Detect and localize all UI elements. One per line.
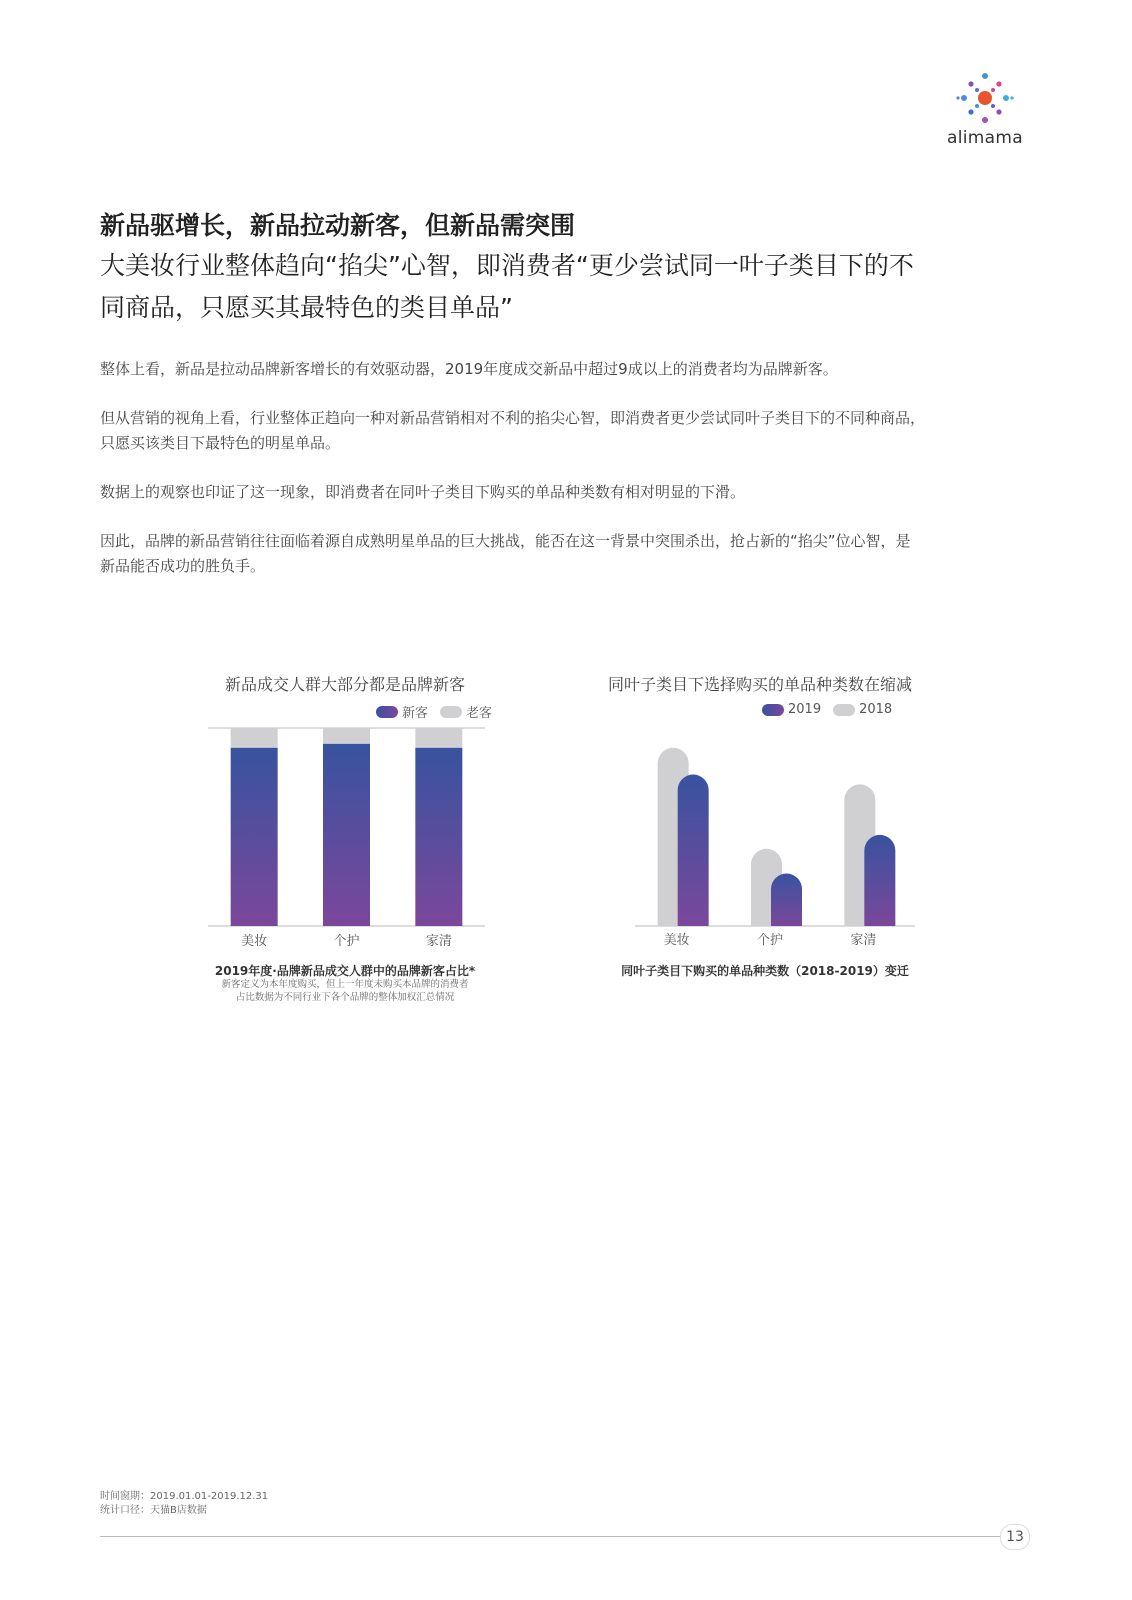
page-subtitle-line1: 大美妆行业整体趋向“掐尖”心智，即消费者“更少尝试同一叶子类目下的不	[100, 251, 914, 280]
page-title: 新品驱增长，新品拉动新客，但新品需突围	[100, 211, 576, 240]
chart1-xtick-2: 家清	[425, 934, 452, 949]
chart1-caption: 2019年度·品牌新品成交人群中的品牌新客占比*	[214, 964, 476, 978]
footer-note	[100, 1490, 268, 1518]
chart2-xtick-0: 美妆	[663, 933, 690, 948]
paragraph-2	[100, 406, 1050, 456]
chart2-xtick-2: 家清	[850, 933, 877, 948]
paragraph-4	[100, 529, 1050, 579]
chart1-legend-label-old: 老客	[466, 706, 493, 721]
chart1-xtick-1: 个护	[333, 934, 360, 949]
chart2-legend-swatch-2018	[833, 704, 855, 716]
chart1-title: 新品成交人群大部分都是品牌新客	[224, 675, 465, 694]
paragraph-1: 整体上看，新品是拉动品牌新客增长的有效驱动器，2019年度成交新品中超过9成以上的消费者均为品牌新客。	[100, 360, 838, 378]
body-text	[100, 357, 1050, 603]
chart1-bar-old-2	[415, 728, 462, 748]
chart1-note	[180, 978, 510, 1004]
chart1-legend-label-new: 新客	[402, 706, 429, 721]
chart1-legend-item-new	[376, 702, 428, 721]
chart1-legend	[376, 702, 504, 721]
chart2-legend-label-2018: 2018	[859, 702, 893, 717]
alimama-logo-icon	[954, 68, 1016, 128]
footer-divider	[100, 1536, 1000, 1537]
page-subtitle-line2: 同商品，只愿买其最特色的类目单品”	[100, 293, 513, 322]
chart1-legend-item-old	[440, 702, 492, 721]
paragraph-3: 数据上的观察也印证了这一现象，即消费者在同叶子类目下购买的单品种类数有相对明显的下滑。	[100, 483, 746, 501]
footer-scope: 统计口径：天猫B店数据	[100, 1505, 207, 1516]
chart1-bar-old-1	[323, 728, 370, 744]
chart1-bar-old-0	[231, 728, 278, 748]
paragraph-2-line1: 但从营销的视角上看，行业整体正趋向一种对新品营销相对不利的掐尖心智，即消费者更少尝试同叶子类目下的不同种商品，	[100, 409, 926, 427]
chart1-legend-swatch-old	[440, 706, 462, 718]
chart2-legend-item-2018	[833, 702, 892, 717]
chart2-bar-2019-2	[864, 835, 895, 926]
paragraph-4-line2: 新品能否成功的胜负手。	[100, 557, 266, 575]
chart2-bar-2019-1	[771, 874, 802, 926]
footer-time-window: 时间窗期：2019.01.01-2019.12.31	[100, 1491, 269, 1502]
paragraph-2-line2: 只愿买该类目下最特色的明星单品。	[100, 434, 341, 452]
chart2-bar-2019-0	[678, 775, 709, 926]
chart1-svg	[200, 720, 500, 960]
chart1-xtick-0: 美妆	[241, 934, 268, 949]
chart1-legend-swatch-new	[376, 706, 398, 718]
chart2-caption: 同叶子类目下购买的单品种类数（2018-2019）变迁	[621, 964, 909, 978]
chart2-xtick-1: 个护	[756, 933, 784, 948]
chart2-legend	[762, 702, 904, 717]
chart1-note-line1: 新客定义为本年度购买，但上一年度未购买本品牌的消费者	[221, 979, 469, 990]
chart2-legend-swatch-2019	[762, 704, 784, 716]
paragraph-4-line1: 因此，品牌的新品营销往往面临着源自成熟明星单品的巨大挑战，能否在这一背景中突围杀出，抢占新的“掐尖”位心智，是	[100, 532, 911, 550]
heading-block	[100, 208, 1050, 328]
chart1-bar-new-0	[231, 748, 278, 926]
logo-text: alimama	[947, 128, 1023, 148]
chart2-svg	[630, 720, 930, 960]
chart2-title: 同叶子类目下选择购买的单品种类数在缩减	[607, 675, 912, 694]
page-number: 13	[1000, 1524, 1030, 1550]
chart2-legend-label-2019: 2019	[788, 702, 822, 717]
chart1-note-line2: 占比数据为不同行业下各个品牌的整体加权汇总情况	[235, 992, 455, 1003]
alimama-logo	[940, 68, 1030, 152]
chart2-legend-item-2019	[762, 702, 821, 717]
chart1-bar-new-2	[415, 748, 462, 926]
chart1-bar-new-1	[323, 744, 370, 926]
